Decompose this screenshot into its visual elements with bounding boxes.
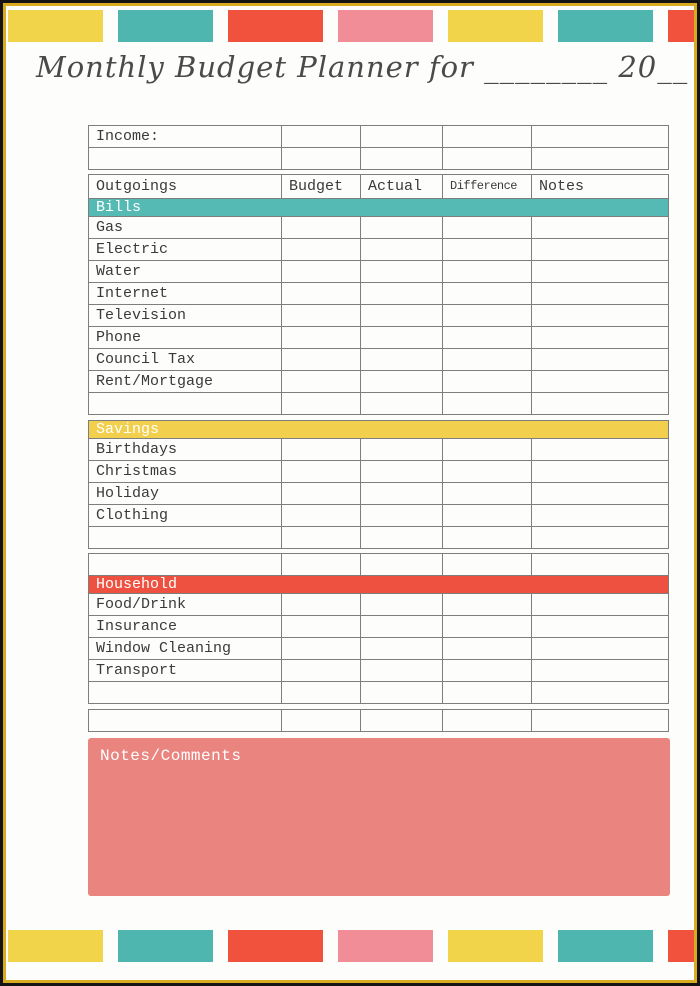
actual-cell (361, 327, 443, 349)
budget-cell (282, 239, 361, 261)
budget-cell (282, 616, 361, 638)
actual-cell (361, 239, 443, 261)
difference-cell (443, 660, 532, 682)
actual-cell (361, 349, 443, 371)
row-label-cell: Transport (89, 660, 282, 682)
notes-cell (532, 327, 669, 349)
difference-cell (443, 638, 532, 660)
table-row (89, 638, 669, 660)
decorative-blocks-bottom (8, 930, 694, 962)
table-row (89, 461, 669, 483)
notes-cell (532, 505, 669, 527)
difference-cell (443, 461, 532, 483)
actual-cell (361, 616, 443, 638)
empty-cell (89, 393, 282, 415)
row-label-cell: Phone (89, 327, 282, 349)
table-row (89, 371, 669, 393)
savings-table (88, 420, 669, 549)
empty-cell (443, 393, 532, 415)
red-block (668, 930, 694, 962)
bills-section-band (89, 199, 669, 217)
red-block (228, 10, 323, 42)
income-table (88, 125, 669, 170)
budget-cell (282, 638, 361, 660)
budget-cell (282, 439, 361, 461)
difference-cell (443, 349, 532, 371)
notes-header-cell: Notes (532, 175, 669, 199)
table-row (89, 261, 669, 283)
budget-cell (282, 305, 361, 327)
empty-cell (89, 148, 282, 170)
empty-cell (89, 527, 282, 549)
empty-cell (89, 554, 282, 576)
empty-cell (532, 527, 669, 549)
difference-cell (443, 261, 532, 283)
empty-row (89, 393, 669, 415)
budget-cell (282, 505, 361, 527)
notes-cell (532, 371, 669, 393)
empty-cell (443, 554, 532, 576)
difference-cell (443, 594, 532, 616)
notes-cell (532, 483, 669, 505)
table-row (89, 305, 669, 327)
household-section-label: Household (89, 576, 669, 594)
table-row (89, 616, 669, 638)
pink-block (338, 930, 433, 962)
row-label-cell: Food/Drink (89, 594, 282, 616)
yellow-block (8, 10, 103, 42)
empty-cell (443, 682, 532, 704)
red-block (228, 930, 323, 962)
table-row (89, 505, 669, 527)
row-label-cell: Christmas (89, 461, 282, 483)
table-row (89, 327, 669, 349)
notes-cell (532, 660, 669, 682)
empty-cell (361, 710, 443, 732)
household-table (88, 553, 669, 704)
teal-block (118, 930, 213, 962)
empty-cell (361, 126, 443, 148)
empty-row (89, 554, 669, 576)
notes-cell (532, 439, 669, 461)
row-label-cell: Window Cleaning (89, 638, 282, 660)
red-block (668, 10, 694, 42)
actual-cell (361, 217, 443, 239)
empty-cell (443, 126, 532, 148)
empty-row (89, 148, 669, 170)
empty-cell (282, 126, 361, 148)
budget-cell (282, 371, 361, 393)
row-label-cell: Gas (89, 217, 282, 239)
empty-cell (361, 682, 443, 704)
table-row (89, 660, 669, 682)
row-label-cell: Rent/Mortgage (89, 371, 282, 393)
actual-cell (361, 505, 443, 527)
actual-cell (361, 660, 443, 682)
empty-cell (282, 148, 361, 170)
household-section-band (89, 576, 669, 594)
pink-block (338, 10, 433, 42)
row-label-cell: Insurance (89, 616, 282, 638)
page-title: Monthly Budget Planner for ________ 20__ (36, 50, 689, 84)
notes-cell (532, 616, 669, 638)
difference-cell (443, 305, 532, 327)
empty-cell (361, 527, 443, 549)
actual-cell (361, 594, 443, 616)
notes-cell (532, 305, 669, 327)
teal-block (558, 930, 653, 962)
notes-cell (532, 217, 669, 239)
row-label-cell: Birthdays (89, 439, 282, 461)
empty-cell (443, 148, 532, 170)
savings-section-label: Savings (89, 421, 669, 439)
actual-cell (361, 461, 443, 483)
actual-cell (361, 638, 443, 660)
empty-cell (532, 148, 669, 170)
budget-cell (282, 483, 361, 505)
notes-comments-label: Notes/Comments (100, 747, 242, 765)
table-row (89, 439, 669, 461)
empty-cell (361, 554, 443, 576)
budget-cell (282, 261, 361, 283)
budget-header-cell: Budget (282, 175, 361, 199)
empty-cell (282, 710, 361, 732)
notes-comments-box (88, 738, 670, 896)
difference-cell (443, 483, 532, 505)
row-label-cell: Electric (89, 239, 282, 261)
outgoings-header-row (89, 175, 669, 199)
notes-cell (532, 349, 669, 371)
empty-cell (443, 527, 532, 549)
yellow-block (448, 10, 543, 42)
income-row (89, 126, 669, 148)
budget-cell (282, 217, 361, 239)
row-label-cell: Internet (89, 283, 282, 305)
budget-cell (282, 283, 361, 305)
empty-cell (532, 554, 669, 576)
trailing-table (88, 709, 669, 732)
difference-cell (443, 505, 532, 527)
empty-cell (89, 710, 282, 732)
empty-cell (532, 393, 669, 415)
budget-cell (282, 660, 361, 682)
actual-cell (361, 283, 443, 305)
empty-cell (361, 393, 443, 415)
yellow-block (8, 930, 103, 962)
difference-cell (443, 283, 532, 305)
bills-section-label: Bills (89, 199, 669, 217)
notes-cell (532, 594, 669, 616)
difference-cell (443, 439, 532, 461)
empty-cell (89, 682, 282, 704)
empty-cell (282, 554, 361, 576)
empty-cell (532, 126, 669, 148)
table-row (89, 283, 669, 305)
difference-cell (443, 327, 532, 349)
table-row (89, 349, 669, 371)
empty-cell (532, 682, 669, 704)
table-row (89, 217, 669, 239)
gold-border-frame (3, 3, 697, 983)
difference-cell (443, 371, 532, 393)
yellow-block (448, 930, 543, 962)
budget-cell (282, 594, 361, 616)
notes-cell (532, 239, 669, 261)
actual-cell (361, 305, 443, 327)
notes-cell (532, 638, 669, 660)
budget-cell (282, 327, 361, 349)
actual-cell (361, 261, 443, 283)
empty-cell (532, 710, 669, 732)
difference-cell (443, 239, 532, 261)
row-label-cell: Holiday (89, 483, 282, 505)
teal-block (118, 10, 213, 42)
savings-section-band (89, 421, 669, 439)
actual-cell (361, 483, 443, 505)
table-row (89, 594, 669, 616)
difference-cell (443, 217, 532, 239)
budget-cell (282, 461, 361, 483)
row-label-cell: Water (89, 261, 282, 283)
actual-header-cell: Actual (361, 175, 443, 199)
notes-cell (532, 283, 669, 305)
empty-cell (443, 710, 532, 732)
teal-block (558, 10, 653, 42)
empty-cell (282, 527, 361, 549)
notes-cell (532, 261, 669, 283)
empty-cell (361, 148, 443, 170)
empty-cell (282, 682, 361, 704)
actual-cell (361, 439, 443, 461)
budget-cell (282, 349, 361, 371)
row-label-cell: Television (89, 305, 282, 327)
table-row (89, 483, 669, 505)
difference-cell (443, 616, 532, 638)
table-row (89, 239, 669, 261)
bills-table (88, 174, 669, 415)
actual-cell (361, 371, 443, 393)
row-label-cell: Clothing (89, 505, 282, 527)
row-label-cell: Council Tax (89, 349, 282, 371)
outgoings-header-cell: Outgoings (89, 175, 282, 199)
empty-row (89, 710, 669, 732)
empty-row (89, 682, 669, 704)
empty-cell (282, 393, 361, 415)
decorative-blocks-top (8, 10, 694, 42)
budget-table-area (88, 125, 668, 896)
notes-cell (532, 461, 669, 483)
income-label-cell: Income: (89, 126, 282, 148)
difference-header-cell: Difference (443, 175, 532, 199)
empty-row (89, 527, 669, 549)
